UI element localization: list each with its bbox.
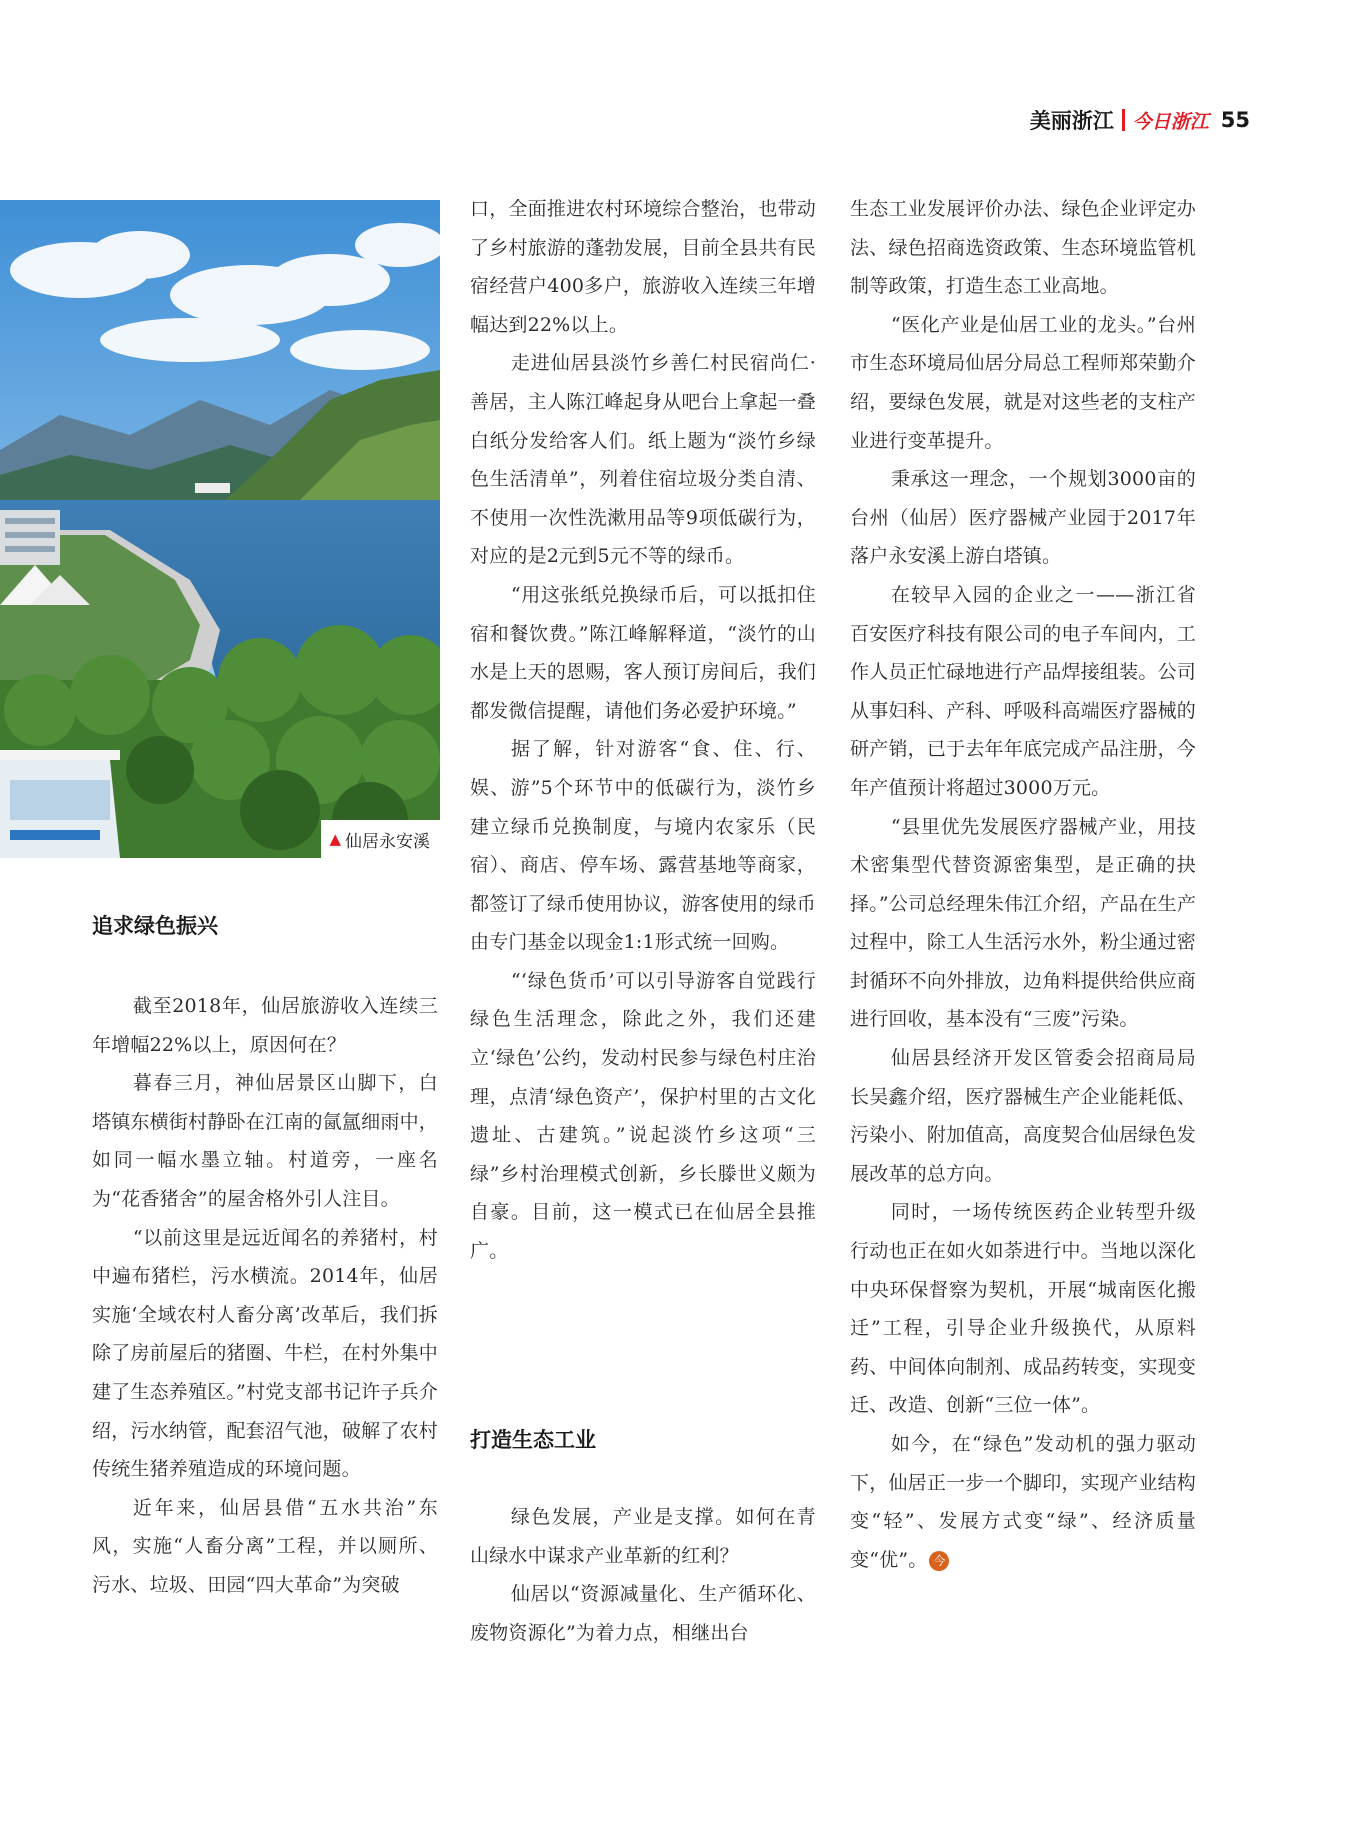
paragraph-continued: 口，全面推进农村环境综合整治，也带动了乡村旅游的蓬勃发展，目前全县共有民宿经营户400多户，旅游收入连续三年增幅达到22%以上。 bbox=[470, 198, 816, 336]
paragraph: 在较早入园的企业之一——浙江省百安医疗科技有限公司的电子车间内，工作人员正忙碌地进行产品焊接组装。公司从事妇科、产科、呼吸科高端医疗器械的研产销，已于去年年底完成产品注册，今年产值预计将超过3000万元。 bbox=[850, 583, 1196, 799]
header-divider bbox=[1122, 109, 1125, 131]
section-title: 美丽浙江 bbox=[1029, 109, 1114, 133]
section-heading-eco-industry: 打造生态工业 bbox=[470, 1428, 596, 1452]
paragraph-final bbox=[850, 1425, 1196, 1579]
page-header bbox=[1010, 100, 1250, 140]
paragraph: 截至2018年，仙居旅游收入连续三年增幅22%以上，原因何在？ bbox=[92, 995, 438, 1056]
page-number: 55 bbox=[1220, 108, 1250, 132]
paragraph-continued: 生态工业发展评价办法、绿色企业评定办法、绿色招商选资政策、生态环境监管机制等政策，打造生态工业高地。 bbox=[850, 198, 1196, 298]
paragraph: 走进仙居县淡竹乡善仁村民宿尚仁·善居，主人陈江峰起身从吧台上拿起一叠白纸分发给客人们。纸上题为“淡竹乡绿色生活清单”，列着住宿垃圾分类自清、不使用一次性洗漱用品等9项低碳行为，对应的是2元到5元不等的绿币。 bbox=[470, 352, 816, 568]
text-column-2-lower bbox=[470, 1498, 816, 1652]
text-column-2 bbox=[470, 190, 816, 1271]
landscape-photo bbox=[0, 200, 440, 858]
paragraph: 据了解，针对游客“食、住、行、娱、游”5个环节中的低碳行为，淡竹乡建立绿币兑换制度，与境内农家乐（民宿）、商店、停车场、露营基地等商家，都签订了绿币使用协议，游客使用的绿币由专门基金以现金1:1形式统一回购。 bbox=[470, 738, 816, 954]
caption-triangle-icon: ▲ bbox=[329, 830, 341, 848]
paragraph: 仙居以“资源减量化、生产循环化、废物资源化”为着力点，相继出台 bbox=[470, 1583, 816, 1644]
paragraph: “‘绿色货币’可以引导游客自觉践行绿色生活理念，除此之外，我们还建立‘绿色’公约，发动村民参与绿色村庄治理，点清‘绿色资产’，保护村里的古文化遗址、古建筑。”说起淡竹乡这项“三绿”乡村治理模式创新，乡长滕世义颇为自豪。目前，这一模式已在仙居全县推广。 bbox=[470, 969, 816, 1263]
paragraph: 仙居县经济开发区管委会招商局局长吴鑫介绍，医疗器械生产企业能耗低、污染小、附加值高，高度契合仙居绿色发展改革的总方向。 bbox=[850, 1047, 1196, 1185]
paragraph: 同时，一场传统医药企业转型升级行动也正在如火如荼进行中。当地以深化中央环保督察为契机，开展“城南医化搬迁”工程，引导企业升级换代，从原料药、中间体向制剂、成品药转变，实现变迁、改造、创新“三位一体”。 bbox=[850, 1201, 1196, 1417]
paragraph: 近年来，仙居县借“五水共治”东风，实施“人畜分离”工程，并以厕所、污水、垃圾、田园“四大革命”为突破 bbox=[92, 1496, 438, 1596]
paragraph: “医化产业是仙居工业的龙头。”台州市生态环境局仙居分局总工程师郑荣勤介绍，要绿色发展，就是对这些老的支柱产业进行变革提升。 bbox=[850, 313, 1196, 452]
end-mark-icon: 今 bbox=[929, 1551, 949, 1571]
text-column-3 bbox=[850, 190, 1196, 1579]
paragraph: 暮春三月，神仙居景区山脚下，白塔镇东横街村静卧在江南的氤氲细雨中，如同一幅水墨立轴。村道旁，一座名为“花香猪舍”的屋舍格外引人注目。 bbox=[92, 1072, 438, 1210]
magazine-logo: 今日浙江 bbox=[1132, 110, 1209, 133]
paragraph: “用这张纸兑换绿币后，可以抵扣住宿和餐饮费。”陈江峰解释道，“淡竹的山水是上天的恩赐，客人预订房间后，我们都发微信提醒，请他们务必爱护环境。” bbox=[470, 583, 816, 722]
paragraph: “县里优先发展医疗器械产业，用技术密集型代替资源密集型，是正确的抉择。”公司总经理朱伟江介绍，产品在生产过程中，除工人生活污水外，粉尘通过密封循环不向外排放，边角料提供给供应商进行回收，基本没有“三废”污染。 bbox=[850, 815, 1197, 1031]
photo-illustration bbox=[0, 200, 440, 858]
photo-caption bbox=[321, 820, 440, 858]
section-heading-green-revival: 追求绿色振兴 bbox=[92, 914, 218, 938]
text-column-1 bbox=[92, 987, 438, 1605]
final-text: 如今，在“绿色”发动机的强力驱动下，仙居正一步一个脚印，实现产业结构变“轻”、发展方式变“绿”、经济质量变“优”。 bbox=[850, 1433, 1196, 1571]
paragraph: “以前这里是远近闻名的养猪村，村中遍布猪栏，污水横流。2014年，仙居实施‘全域农村人畜分离’改革后，我们拆除了房前屋后的猪圈、牛栏，在村外集中建了生态养殖区。”村党支部书记许子兵介绍，污水纳管，配套沼气池，破解了农村传统生猪养殖造成的环境问题。 bbox=[92, 1226, 439, 1481]
paragraph: 绿色发展，产业是支撑。如何在青山绿水中谋求产业革新的红利？ bbox=[470, 1506, 816, 1567]
caption-text: 仙居永安溪 bbox=[345, 831, 430, 852]
paragraph: 秉承这一理念，一个规划3000亩的台州（仙居）医疗器械产业园于2017年落户永安溪上游白塔镇。 bbox=[850, 468, 1196, 568]
